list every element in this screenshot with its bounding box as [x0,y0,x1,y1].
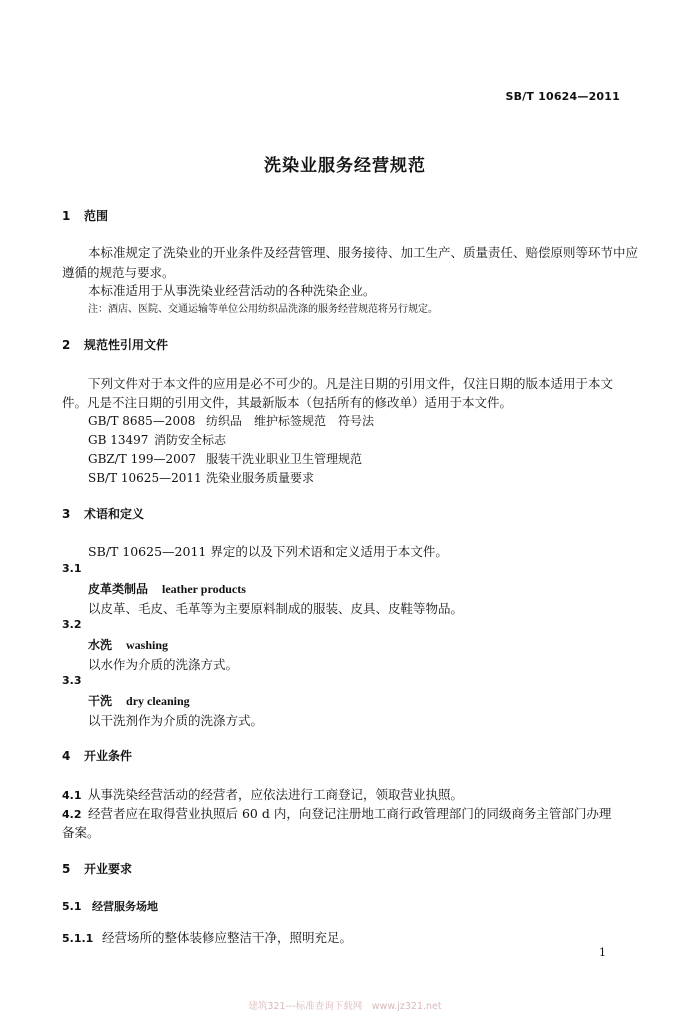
paragraph: 本标准适用于从事洗染业经营活动的各种洗染企业。 [88,283,376,298]
section-number: 5 [62,862,71,876]
normative-reference [88,450,362,467]
section-title: 开业要求 [84,862,133,876]
document-title: 洗染业服务经营规范 [264,156,426,176]
section-2-heading [62,336,168,353]
term-number: 3.1 [62,562,82,575]
paragraph: 件。凡是不注日期的引用文件，其最新版本（包括所有的修改单）适用于本文件。 [62,395,513,410]
section-3-heading [62,505,144,522]
paragraph: 遵循的规范与要求。 [62,265,175,280]
reference-title: 消防安全标志 [154,433,227,447]
section-number: 3 [62,507,71,521]
clause-number: 5.1 [62,900,82,913]
section-1-heading [62,207,108,224]
section-title: 规范性引用文件 [84,338,169,352]
term-definition: 以水作为介质的洗涤方式。 [88,657,239,672]
reference-title: 服装干洗业职业卫生管理规范 [206,452,363,466]
clause-continuation: 备案。 [62,825,100,840]
term-zh: 干洗 [88,694,113,708]
section-title: 开业条件 [84,749,133,763]
note: 注：酒店、医院、交通运输等单位公用纺织品洗涤的服务经营规范将另行规定。 [88,304,438,315]
watermark-footer: 建筑321---标准查询下载网 www.jz321.net [248,1001,442,1012]
clause-text: 经营场所的整体装修应整洁干净，照明充足。 [102,930,353,945]
reference-code: GBZ/T 199—2007 [88,452,197,466]
clause-title: 经营服务场地 [92,900,158,913]
clause [62,785,463,803]
clause-number: 4.2 [62,808,82,821]
term-definition: 以干洗剂作为介质的洗涤方式。 [88,713,264,728]
term-heading [88,636,168,653]
standard-number: SB/T 10624—2011 [505,90,620,103]
term-zh: 皮革类制品 [88,582,149,596]
clause [62,928,352,946]
reference-code: SB/T 10625—2011 [88,471,202,485]
paragraph: SB/T 10625—2011 界定的以及下列术语和定义适用于本文件。 [88,544,448,559]
clause-number: 4.1 [62,789,82,802]
reference-code: GB/T 8685—2008 [88,414,196,428]
reference-title: 纺织品 维护标签规范 符号法 [206,414,375,428]
term-zh: 水洗 [88,638,113,652]
reference-code: GB 13497 [88,433,149,447]
clause-text: 经营者应在取得营业执照后 60 d 内，向登记注册地工商行政管理部门的同级商务主管部门办理 [88,806,612,821]
term-en: dry cleaning [126,694,190,708]
section-number: 1 [62,209,71,223]
page-number: 1 [599,946,606,959]
section-number: 4 [62,749,71,763]
reference-title: 洗染业服务质量要求 [206,471,315,485]
normative-reference [88,469,314,486]
term-en: leather products [162,582,246,596]
clause-number: 5.1.1 [62,932,94,945]
normative-reference [88,431,226,448]
clause-text: 从事洗染经营活动的经营者，应依法进行工商登记，领取营业执照。 [88,787,464,802]
term-heading [88,692,190,709]
term-number: 3.2 [62,618,82,631]
paragraph: 本标准规定了洗染业的开业条件及经营管理、服务接待、加工生产、质量责任、赔偿原则等环节中应 [88,245,639,260]
section-number: 2 [62,338,71,352]
normative-reference [88,412,374,429]
clause [62,804,611,822]
term-heading [88,580,246,597]
section-title: 范围 [84,209,109,223]
section-4-heading [62,747,132,764]
subclause-heading [62,898,158,914]
term-definition: 以皮革、毛皮、毛革等为主要原料制成的服装、皮具、皮鞋等物品。 [88,601,464,616]
section-title: 术语和定义 [84,507,145,521]
paragraph: 下列文件对于本文件的应用是必不可少的。凡是注日期的引用文件，仅注日期的版本适用于本文 [88,376,614,391]
term-en: washing [126,638,169,652]
section-5-heading [62,860,132,877]
term-number: 3.3 [62,674,82,687]
